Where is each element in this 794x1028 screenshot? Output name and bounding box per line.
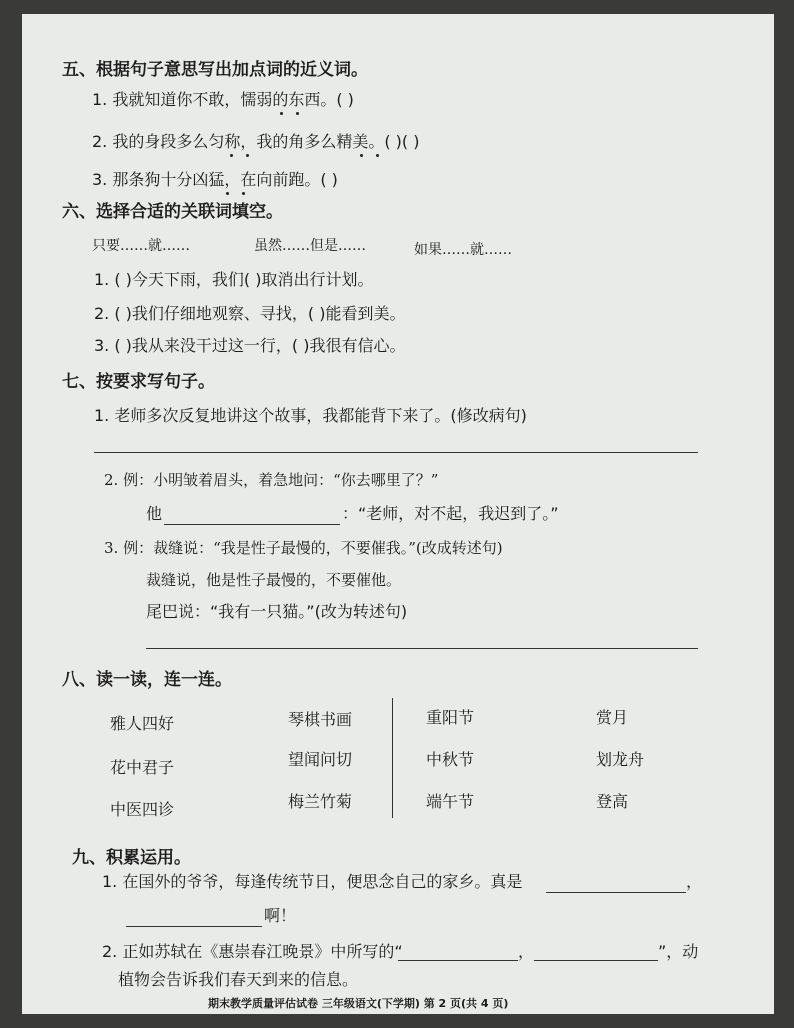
emphasis-dot: [360, 154, 363, 157]
emphasis-dot: [242, 192, 245, 195]
s9-question-2: 2. 正如苏轼在《惠崇春江晚景》中所写的“: [102, 942, 403, 961]
s6-question-3: 3. ( )我从来没干过这一行，( )我很有信心。: [94, 336, 406, 355]
emphasis-dot: [376, 154, 379, 157]
fill-blank-line: [534, 960, 658, 961]
emphasis-dot: [280, 112, 283, 115]
fill-blank-line: [126, 926, 262, 927]
answer-line: [94, 452, 698, 453]
s9-q2-tail: ”，动: [658, 942, 699, 961]
s7-question-1: 1. 老师多次反复地讲这个故事，我都能背下来了。(修改病句): [94, 406, 527, 425]
fill-blank-line: [398, 960, 518, 961]
match-left-item: 雅人四好: [110, 714, 175, 733]
s6-question-1: 1. ( )今天下雨，我们( )取消出行计划。: [94, 270, 374, 289]
match-right-item: 梅兰竹菊: [288, 792, 353, 811]
section-6-title: 六、选择合适的关联词填空。: [62, 202, 283, 222]
match-left-item: 花中君子: [110, 758, 175, 777]
s7-q2-subject: 他: [146, 504, 163, 523]
s7-question-3: 3. 例：裁缝说：“我是性子最慢的，不要催我。”(改成转述句): [104, 539, 503, 557]
s9-question-1: 1. 在国外的爷爷，每逢传统节日，便思念自己的家乡。真是: [102, 872, 523, 891]
s7-question-2: 2. 例：小明皱着眉头，着急地问：“你去哪里了？”: [104, 471, 439, 489]
emphasis-dot: [230, 154, 233, 157]
custom-item: 划龙舟: [596, 750, 645, 769]
custom-item: 赏月: [596, 708, 629, 727]
match-right-item: 琴棋书画: [288, 710, 353, 729]
s7-q2-sentence: ：“老师，对不起，我迟到了。”: [342, 504, 559, 523]
s9-q2-comma: ，: [518, 942, 535, 961]
match-left-item: 中医四诊: [110, 800, 175, 819]
conjunction-option-2: 虽然……但是……: [254, 238, 366, 254]
s9-q1-ending: 啊！: [264, 906, 297, 925]
section-7-title: 七、按要求写句子。: [62, 372, 215, 392]
match-right-item: 望闻问切: [288, 750, 353, 769]
s7-q3-example: 裁缝说，他是性子最慢的，不要催他。: [146, 571, 402, 589]
exam-page: [22, 14, 774, 1014]
page-footer: 期末教学质量评估试卷 三年级语文(下学期) 第 2 页(共 4 页): [208, 997, 509, 1010]
divider-line: [392, 698, 393, 818]
s9-q2-continuation: 植物会告诉我们春天到来的信息。: [118, 970, 359, 989]
conjunction-option-1: 只要……就……: [92, 238, 190, 254]
s5-question-3: 3. 那条狗十分凶猛，在向前跑。( ): [92, 170, 338, 189]
s5-question-2: 2. 我的身段多么匀称，我的角多么精美。( )( ): [92, 132, 420, 151]
section-8-title: 八、读一读，连一连。: [62, 670, 232, 690]
section-9-title: 九、积累运用。: [72, 848, 191, 868]
emphasis-dot: [226, 192, 229, 195]
section-5-title: 五、根据句子意思写出加点词的近义词。: [62, 60, 368, 80]
fill-blank-line: [546, 892, 686, 893]
emphasis-dot: [246, 154, 249, 157]
festival-item: 端午节: [426, 792, 475, 811]
festival-item: 中秋节: [426, 750, 475, 769]
s5-question-1: 1. 我就知道你不敢，懦弱的东西。( ): [92, 90, 354, 109]
custom-item: 登高: [596, 792, 629, 811]
festival-item: 重阳节: [426, 708, 475, 727]
emphasis-dot: [296, 112, 299, 115]
answer-line: [146, 648, 698, 649]
fill-blank-line: [164, 524, 340, 525]
s9-q1-comma: ，: [686, 872, 703, 891]
s7-q3-task: 尾巴说：“我有一只猫。”(改为转述句): [146, 602, 408, 621]
s6-question-2: 2. ( )我们仔细地观察、寻找，( )能看到美。: [94, 304, 406, 323]
conjunction-option-3: 如果……就……: [414, 242, 512, 258]
